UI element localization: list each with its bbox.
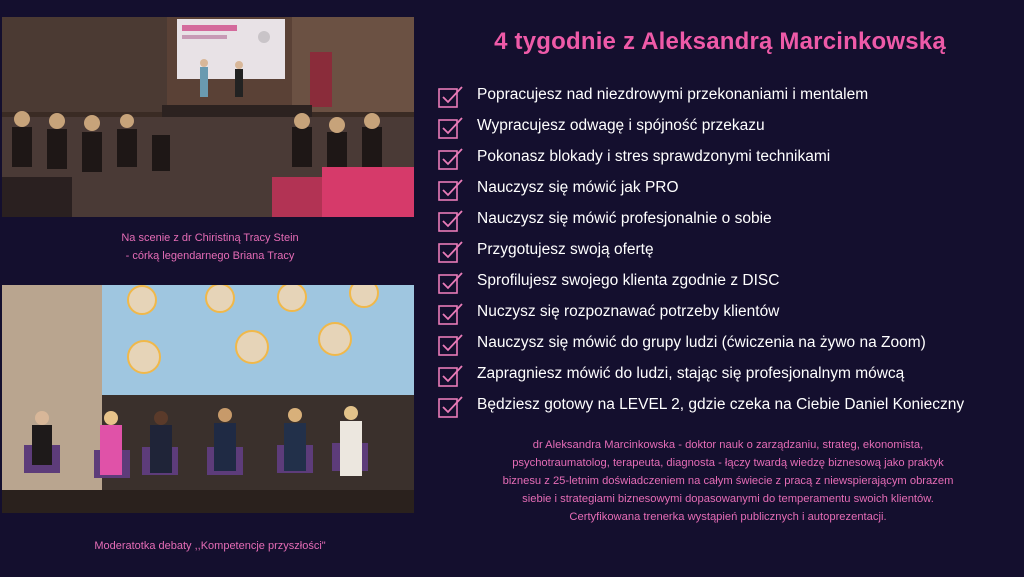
checkbox-checked-icon (438, 271, 464, 295)
panel-debate-photo (2, 285, 414, 513)
top-caption-line-1: Na scenie z dr Chiristiną Tracy Stein (121, 232, 299, 244)
checklist-item-label: Nauczysz się mówić profesjonalnie o sobie (477, 209, 772, 227)
checkbox-checked-icon (438, 178, 464, 202)
checkbox-checked-icon (438, 240, 464, 264)
checklist-item (438, 234, 1008, 265)
checklist-item (438, 327, 1008, 358)
checklist-item (438, 79, 1008, 110)
page-title: 4 tygodnie z Aleksandrą Marcinkowską (494, 28, 946, 55)
checklist-item-label: Będziesz gotowy na LEVEL 2, gdzie czeka na Ciebie Daniel Konieczny (477, 395, 965, 413)
checkbox-checked-icon (438, 209, 464, 233)
checklist-item (438, 172, 1008, 203)
checklist-item (438, 110, 1008, 141)
checkbox-checked-icon (438, 302, 464, 326)
checklist-item-label: Zapragniesz mówić do ludzi, stając się profesjonalnym mówcą (477, 364, 905, 382)
checkbox-checked-icon (438, 333, 464, 357)
bio-line: siebie i strategiami biznesowymi dopasowanymi do temperamentu swoich klientów. (522, 493, 934, 505)
conference-stage-photo (2, 17, 414, 217)
bio-line: Certyfikowana trenerka wystąpień publicznych i autoprezentacji. (569, 511, 887, 523)
bio-line: dr Aleksandra Marcinkowska - doktor nauk o zarządzaniu, strateg, ekonomista, (532, 439, 924, 451)
author-bio (454, 436, 1002, 526)
bio-line: biznesu z 25-letnim doświadczeniem na całym świecie z pracą z niewspierającym obrazem (502, 475, 954, 487)
checklist-item (438, 296, 1008, 327)
checkbox-checked-icon (438, 364, 464, 388)
checklist-item-label: Popracujesz nad niezdrowymi przekonaniami i mentalem (477, 85, 869, 103)
checkbox-checked-icon (438, 395, 464, 419)
checklist-item-label: Nauczysz się mówić jak PRO (477, 178, 679, 196)
checklist-item (438, 203, 1008, 234)
checklist-item (438, 358, 1008, 389)
checklist-item (438, 141, 1008, 172)
checklist-item-label: Sprofilujesz swojego klienta zgodnie z DISC (477, 271, 780, 289)
checklist-item (438, 265, 1008, 296)
checkbox-checked-icon (438, 147, 464, 171)
checklist-item-label: Nuczysz się rozpoznawać potrzeby klientów (477, 302, 780, 320)
bottom-photo-caption: Moderatotka debaty ,,Kompetencje przyszłości" (94, 540, 326, 552)
checkbox-checked-icon (438, 85, 464, 109)
benefits-checklist (438, 79, 1008, 420)
checklist-item-label: Nauczysz się mówić do grupy ludzi (ćwiczenia na żywo na Zoom) (477, 333, 926, 351)
checklist-item (438, 389, 1008, 420)
checklist-item-label: Pokonasz blokady i stres sprawdzonymi technikami (477, 147, 831, 165)
top-caption-line-2: - córką legendarnego Briana Tracy (125, 250, 295, 262)
bio-line: psychotraumatolog, terapeuta, diagnosta - łączy twardą wiedzę biznesową jako praktyk (512, 457, 944, 469)
checkbox-checked-icon (438, 116, 464, 140)
checklist-item-label: Wypracujesz odwagę i spójność przekazu (477, 116, 765, 134)
checklist-item-label: Przygotujesz swoją ofertę (477, 240, 654, 258)
top-photo-caption (40, 229, 380, 265)
